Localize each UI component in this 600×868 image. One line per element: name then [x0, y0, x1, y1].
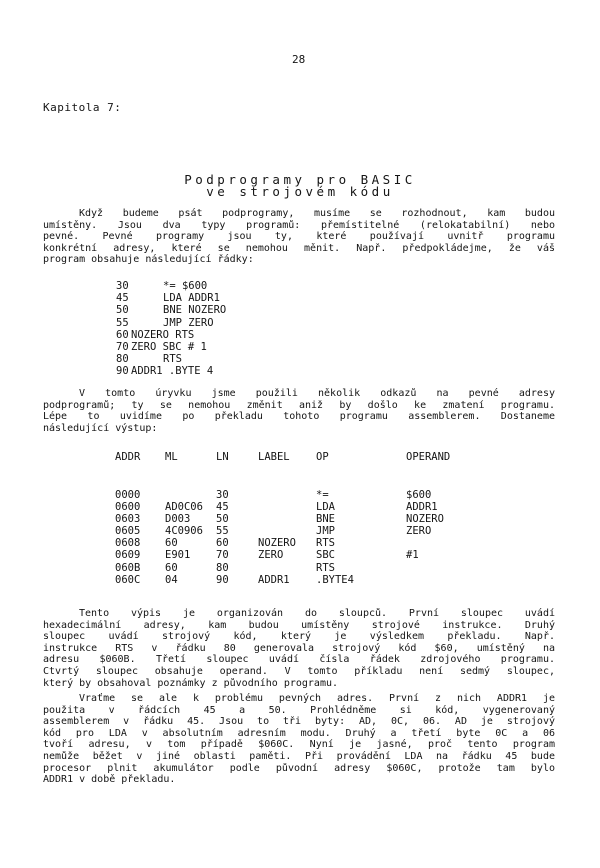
operand-cell: $600: [406, 489, 432, 501]
ml-cell: AD0C06: [165, 501, 203, 514]
operand-cell: #1: [406, 549, 419, 562]
text-line: V tomto úryvku jsme použili několik odkazů na pevné adresy: [79, 388, 555, 399]
code-statement: ZERO SBC # 1: [131, 340, 207, 353]
text-line: Vraťme se ale k problému pevných adres. První z nich ADDR1 je: [79, 693, 555, 704]
table-row: [115, 537, 335, 550]
label-cell: ZERO: [258, 549, 284, 562]
addr-cell: 060C: [115, 573, 141, 586]
text-line: následující výstup:: [43, 422, 158, 434]
ml-cell: 04: [165, 573, 178, 586]
ln-cell: 30: [216, 489, 229, 501]
paragraph-intro: [43, 208, 555, 266]
addr-cell: 0600: [115, 501, 141, 514]
text-line: Tento výpis je organizován do sloupců. První sloupec uvádí: [79, 608, 555, 619]
table-row: [115, 501, 438, 514]
paragraph-addr1: [43, 693, 555, 786]
op-cell: BNE: [316, 513, 335, 526]
label-cell: NOZERO: [258, 537, 296, 550]
ln-cell: 50: [216, 513, 229, 526]
text-line: Čtvrtý sloupec obsahuje operand. V tomto příkladu není sedmý sloupec,: [43, 665, 555, 677]
text-line: nemůže běžet v jiné oblasti paměti. Při provádění LDA na řádku 45 bude: [43, 750, 555, 762]
code-line: [116, 341, 226, 353]
code-statement: RTS: [163, 353, 182, 366]
text-line: použita v řádcích 45 a 50. Prohlédněme si kód, vygenerovaný: [43, 704, 555, 716]
page-number: 28: [292, 53, 306, 66]
code-statement: ADDR1 .BYTE 4: [131, 365, 214, 378]
code-listing: [116, 280, 226, 378]
table-row: [115, 489, 432, 501]
op-cell: .BYTE4: [316, 573, 354, 586]
addr-cell: 0603: [115, 513, 141, 526]
text-line: sloupec uvádí strojový kód, který je výsledkem překladu. Např.: [43, 631, 555, 643]
chapter-heading: Kapitola 7:: [43, 101, 122, 114]
text-line: tvoří adresu, v tom případě $060C. Nyní je jasné, proč tento program: [43, 739, 555, 751]
text-line: adresu $060B. Třetí sloupec uvádí čísla řádek zdrojového programu.: [43, 654, 555, 666]
op-cell: JMP: [316, 525, 335, 538]
ln-cell: 60: [216, 537, 229, 550]
op-cell: *=: [316, 489, 329, 501]
table-row: [115, 561, 335, 574]
paragraph-fixed-addresses: [43, 388, 555, 434]
op-cell: RTS: [316, 561, 335, 574]
chapter-title-line-2: ve strojovém kódu: [206, 184, 394, 199]
chapter-title-line-1: Podprogramy pro BASIC: [184, 172, 416, 187]
table-row: [115, 549, 419, 562]
addr-cell: 0605: [115, 525, 141, 538]
line-number: 90: [116, 365, 129, 378]
text-line: který by obsahoval poznámky z původního programu.: [43, 677, 339, 689]
label-cell: ADDR1: [258, 573, 290, 586]
ml-cell: E901: [165, 549, 191, 562]
code-statement: NOZERO RTS: [131, 328, 195, 341]
operand-cell: ADDR1: [406, 501, 438, 514]
ln-cell: 55: [216, 525, 229, 538]
line-number: 50: [116, 304, 129, 317]
text-line: umístěny. Jsou dva typy programů: přemístitelné (relokatabilní) nebo: [43, 219, 555, 231]
op-cell: LDA: [316, 501, 335, 514]
op-cell: RTS: [316, 537, 335, 550]
text-line: assemblerem v řádku 45. Jsou to tři byty: AD, 0C, 06. AD je strojový: [43, 716, 555, 728]
ml-cell: 60: [165, 537, 178, 550]
code-statement: LDA ADDR1: [163, 292, 220, 305]
operand-cell: NOZERO: [406, 513, 444, 526]
assembler-output-table: [115, 451, 451, 586]
code-statement: *= $600: [163, 280, 208, 292]
header-op: OP: [316, 451, 329, 463]
op-cell: SBC: [316, 549, 335, 562]
line-number: 80: [116, 353, 129, 366]
addr-cell: 0609: [115, 549, 141, 562]
code-statement: JMP ZERO: [163, 316, 214, 329]
code-line: [116, 292, 226, 304]
header-ml: ML: [165, 451, 178, 463]
addr-cell: 060B: [115, 561, 141, 574]
line-number: 60: [116, 328, 129, 341]
table-row: [115, 525, 432, 538]
header-ln: LN: [216, 451, 229, 463]
header-label: LABEL: [258, 451, 290, 463]
table-row: [115, 513, 444, 526]
text-line: konkrétní adresy, které se nemohou měnit. Např. předpokládejme, že váš: [43, 242, 555, 254]
ml-cell: 4C0906: [165, 525, 203, 538]
ln-cell: 45: [216, 501, 229, 514]
paragraph-columns: [43, 608, 555, 689]
text-line: instrukce RTS v řádku 80 generovala strojový kód $60, umístěný na: [43, 642, 555, 654]
code-line: [116, 353, 226, 365]
text-line: procesor plnit akumulátor podle původní adresy $060C, protože tam bylo: [43, 762, 555, 774]
text-line: program obsahuje následující řádky:: [43, 254, 254, 266]
code-line: [116, 329, 226, 341]
ml-cell: D003: [165, 513, 191, 526]
text-line: ADDR1 v době překladu.: [43, 774, 176, 786]
text-line: pevné. Pevné programy jsou ty, které používají uvnitř programu: [43, 231, 555, 243]
line-number: 55: [116, 316, 129, 329]
text-line: Lépe to uvidíme po překladu tohoto programu assemblerem. Dostaneme: [43, 411, 555, 423]
text-line: kód pro LDA v absolutním adresním modu. Druhý a třetí byte 0C a 06: [43, 727, 555, 739]
addr-cell: 0608: [115, 537, 141, 550]
code-line: [116, 317, 226, 329]
operand-cell: ZERO: [406, 525, 432, 538]
ln-cell: 70: [216, 549, 229, 562]
code-statement: BNE NOZERO: [163, 304, 227, 317]
ml-cell: 60: [165, 561, 178, 574]
table-header-row: [115, 451, 451, 489]
line-number: 30: [116, 280, 129, 292]
code-line: [116, 304, 226, 316]
ln-cell: 80: [216, 561, 229, 574]
addr-cell: 0000: [115, 489, 141, 501]
text-line: podprogramů; ty se nemohou změnit aniž by došlo ke zmatení programu.: [43, 399, 555, 411]
table-row: [115, 573, 354, 586]
header-addr: ADDR: [115, 451, 141, 463]
code-line: [116, 365, 226, 377]
text-line: Když budeme psát podprogramy, musíme se rozhodnout, kam budou: [79, 208, 555, 219]
text-line: hexadecimální adresy, kam budou umístěny strojové instrukce. Druhý: [43, 619, 555, 631]
ln-cell: 90: [216, 573, 229, 586]
line-number: 45: [116, 292, 129, 305]
header-operand: OPERAND: [406, 451, 451, 463]
line-number: 70: [116, 340, 129, 353]
code-line: [116, 280, 226, 292]
